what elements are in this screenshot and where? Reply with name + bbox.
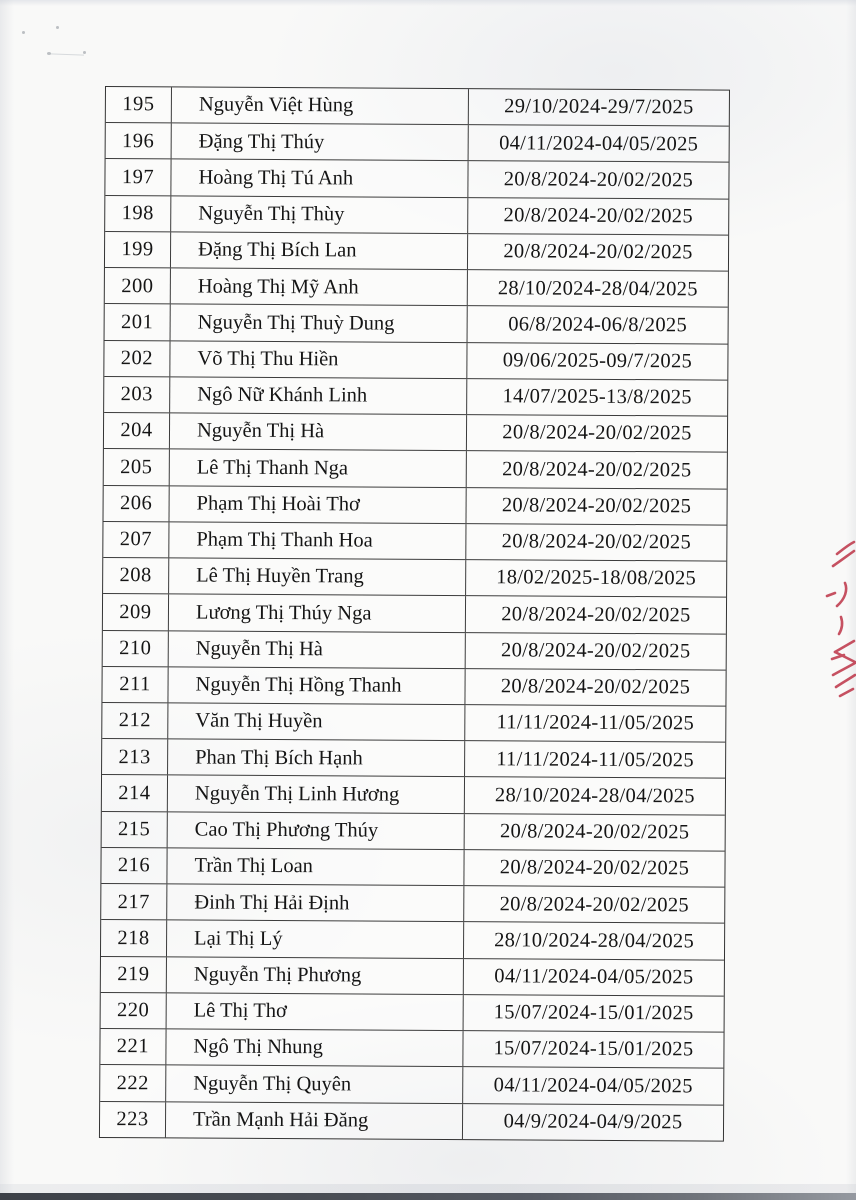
row-number-cell: 212 (102, 703, 168, 739)
name-cell: Phan Thị Bích Hạnh (168, 740, 465, 777)
row-number-cell: 198 (105, 196, 171, 232)
name-cell: Đinh Thị Hải Định (167, 885, 464, 922)
name-cell: Nguyễn Thị Hà (169, 631, 466, 668)
pencil-speck (56, 26, 59, 29)
row-number-cell: 216 (101, 848, 167, 884)
table-row (105, 232, 728, 272)
table-row (101, 957, 724, 997)
row-number-cell: 208 (103, 558, 169, 594)
table-row (103, 486, 726, 526)
period-cell: 20/8/2024-20/02/2025 (503, 204, 693, 228)
period-cell: 15/07/2024-15/01/2025 (493, 1001, 694, 1025)
name-cell: Nguyễn Thị Thuỳ Dung (171, 305, 468, 342)
row-number-cell: 201 (105, 304, 171, 340)
row-number-cell: 215 (102, 812, 168, 848)
period-cell: 20/8/2024-20/02/2025 (501, 530, 692, 554)
table-row (106, 87, 729, 127)
table-row (103, 631, 726, 671)
period-cell: 20/8/2024-20/02/2025 (502, 457, 692, 482)
row-number-cell: 223 (100, 1102, 166, 1138)
period-cell: 11/11/2024-11/05/2025 (496, 711, 695, 735)
row-number-cell: 209 (103, 594, 169, 630)
table-row (102, 739, 725, 779)
row-number-cell: 221 (100, 1029, 166, 1065)
table-row (104, 341, 727, 381)
pencil-speck (83, 51, 86, 54)
row-number-cell: 203 (104, 377, 170, 413)
period-cell: 20/8/2024-20/02/2025 (503, 168, 694, 192)
period-cell: 09/06/2025-09/7/2025 (502, 349, 693, 373)
name-cell: Hoàng Thị Mỹ Anh (171, 269, 468, 306)
name-cell: Nguyễn Thị Hồng Thanh (168, 667, 465, 704)
row-number-cell: 218 (101, 920, 167, 956)
name-cell: Đặng Thị Bích Lan (171, 232, 468, 269)
table-row (105, 304, 728, 344)
table-row (102, 703, 725, 743)
name-cell: Lương Thị Thúy Nga (169, 595, 466, 632)
period-cell: 15/07/2024-15/01/2025 (493, 1037, 694, 1061)
period-cell: 04/11/2024-04/05/2025 (493, 1073, 693, 1098)
row-number-cell: 202 (104, 341, 170, 377)
table-row (105, 268, 728, 308)
name-cell: Nguyễn Thị Hà (170, 413, 467, 450)
row-number-cell: 196 (106, 123, 172, 159)
name-cell: Lại Thị Lý (167, 921, 464, 958)
period-cell: 29/10/2024-29/7/2025 (504, 95, 694, 119)
table-row (101, 920, 724, 960)
period-cell: 28/10/2024-28/04/2025 (494, 929, 695, 953)
table-row (102, 812, 725, 852)
row-number-cell: 200 (105, 268, 171, 304)
row-number-cell: 211 (102, 667, 168, 703)
name-cell: Trần Mạnh Hải Đăng (166, 1102, 463, 1139)
name-cell: Phạm Thị Hoài Thơ (169, 486, 466, 523)
row-number-cell: 210 (103, 631, 169, 667)
period-cell: 28/10/2024-28/04/2025 (497, 276, 698, 300)
name-cell: Võ Thị Thu Hiền (170, 341, 467, 378)
table-row (100, 1102, 723, 1141)
table-row (103, 558, 726, 598)
pencil-faint-line (50, 53, 84, 55)
name-cell: Nguyễn Thị Phương (167, 957, 464, 994)
period-cell: 18/02/2025-18/08/2025 (496, 566, 697, 590)
row-number-cell: 197 (105, 159, 171, 195)
name-cell: Nguyễn Việt Hùng (172, 87, 469, 124)
table-row (104, 377, 727, 417)
table-row (105, 196, 728, 236)
period-cell: 20/8/2024-20/02/2025 (502, 421, 692, 445)
row-number-cell: 217 (101, 884, 167, 920)
row-number-cell: 195 (106, 87, 172, 123)
period-cell: 20/8/2024-20/02/2025 (501, 494, 692, 518)
table-row (104, 449, 727, 489)
period-cell: 04/11/2024-04/05/2025 (494, 965, 694, 989)
table-row (101, 848, 724, 888)
period-cell: 20/8/2024-20/02/2025 (499, 892, 690, 916)
period-cell: 28/10/2024-28/04/2025 (494, 784, 695, 808)
name-cell: Văn Thị Huyền (168, 703, 465, 740)
table-row (100, 1065, 723, 1105)
period-cell: 20/8/2024-20/02/2025 (503, 240, 693, 264)
name-cell: Lê Thị Thơ (167, 993, 464, 1030)
period-cell: 20/8/2024-20/02/2025 (499, 820, 690, 844)
table-row (106, 123, 729, 163)
name-cell: Đặng Thị Thúy (172, 124, 469, 161)
period-cell: 06/8/2024-06/8/2025 (508, 313, 688, 337)
table-row (104, 413, 727, 453)
name-cell: Lê Thị Huyền Trang (169, 558, 466, 595)
table-row (103, 594, 726, 634)
table-row (102, 667, 725, 707)
red-pen-marks (820, 535, 856, 700)
row-number-cell: 206 (103, 486, 169, 522)
name-cell: Trần Thị Loan (167, 848, 464, 885)
period-cell: 20/8/2024-20/02/2025 (499, 856, 690, 880)
row-number-cell: 207 (103, 522, 169, 558)
name-cell: Nguyễn Thị Linh Hương (168, 776, 465, 813)
name-cell: Nguyễn Thị Quyên (166, 1066, 463, 1103)
period-cell: 04/11/2024-04/05/2025 (499, 131, 699, 156)
scan-bottom-edge (0, 1193, 856, 1200)
row-number-cell: 213 (102, 739, 168, 775)
table-row (103, 522, 726, 562)
row-number-cell: 222 (100, 1065, 166, 1101)
row-number-cell: 214 (102, 775, 168, 811)
name-cell: Lê Thị Thanh Nga (170, 450, 467, 487)
name-cell: Phạm Thị Thanh Hoa (169, 522, 466, 559)
period-cell: 20/8/2024-20/02/2025 (501, 602, 691, 627)
row-number-cell: 199 (105, 232, 171, 268)
table-row (105, 159, 728, 199)
period-cell: 14/07/2025-13/8/2025 (502, 385, 692, 409)
period-cell: 04/9/2024-04/9/2025 (503, 1110, 683, 1134)
period-cell: 11/11/2024-11/05/2025 (496, 747, 695, 771)
period-cell: 20/8/2024-20/02/2025 (501, 639, 691, 663)
name-cell: Hoàng Thị Tú Anh (171, 160, 468, 197)
row-number-cell: 219 (101, 957, 167, 993)
name-cell: Cao Thị Phương Thúy (168, 812, 465, 849)
table-row (102, 775, 725, 815)
name-cell: Nguyễn Thị Thùy (171, 196, 468, 233)
row-number-cell: 205 (104, 449, 170, 485)
name-cell: Ngô Thị Nhung (166, 1029, 463, 1066)
table-row (101, 993, 724, 1033)
table-row (100, 1029, 723, 1069)
period-cell: 20/8/2024-20/02/2025 (500, 675, 691, 699)
row-number-cell: 204 (104, 413, 170, 449)
scan-bottom-shadow (0, 1184, 856, 1193)
table-row (101, 884, 724, 924)
name-cell: Ngô Nữ Khánh Linh (170, 377, 467, 414)
pencil-speck (22, 31, 25, 34)
roster-table (99, 86, 730, 1142)
row-number-cell: 220 (101, 993, 167, 1029)
